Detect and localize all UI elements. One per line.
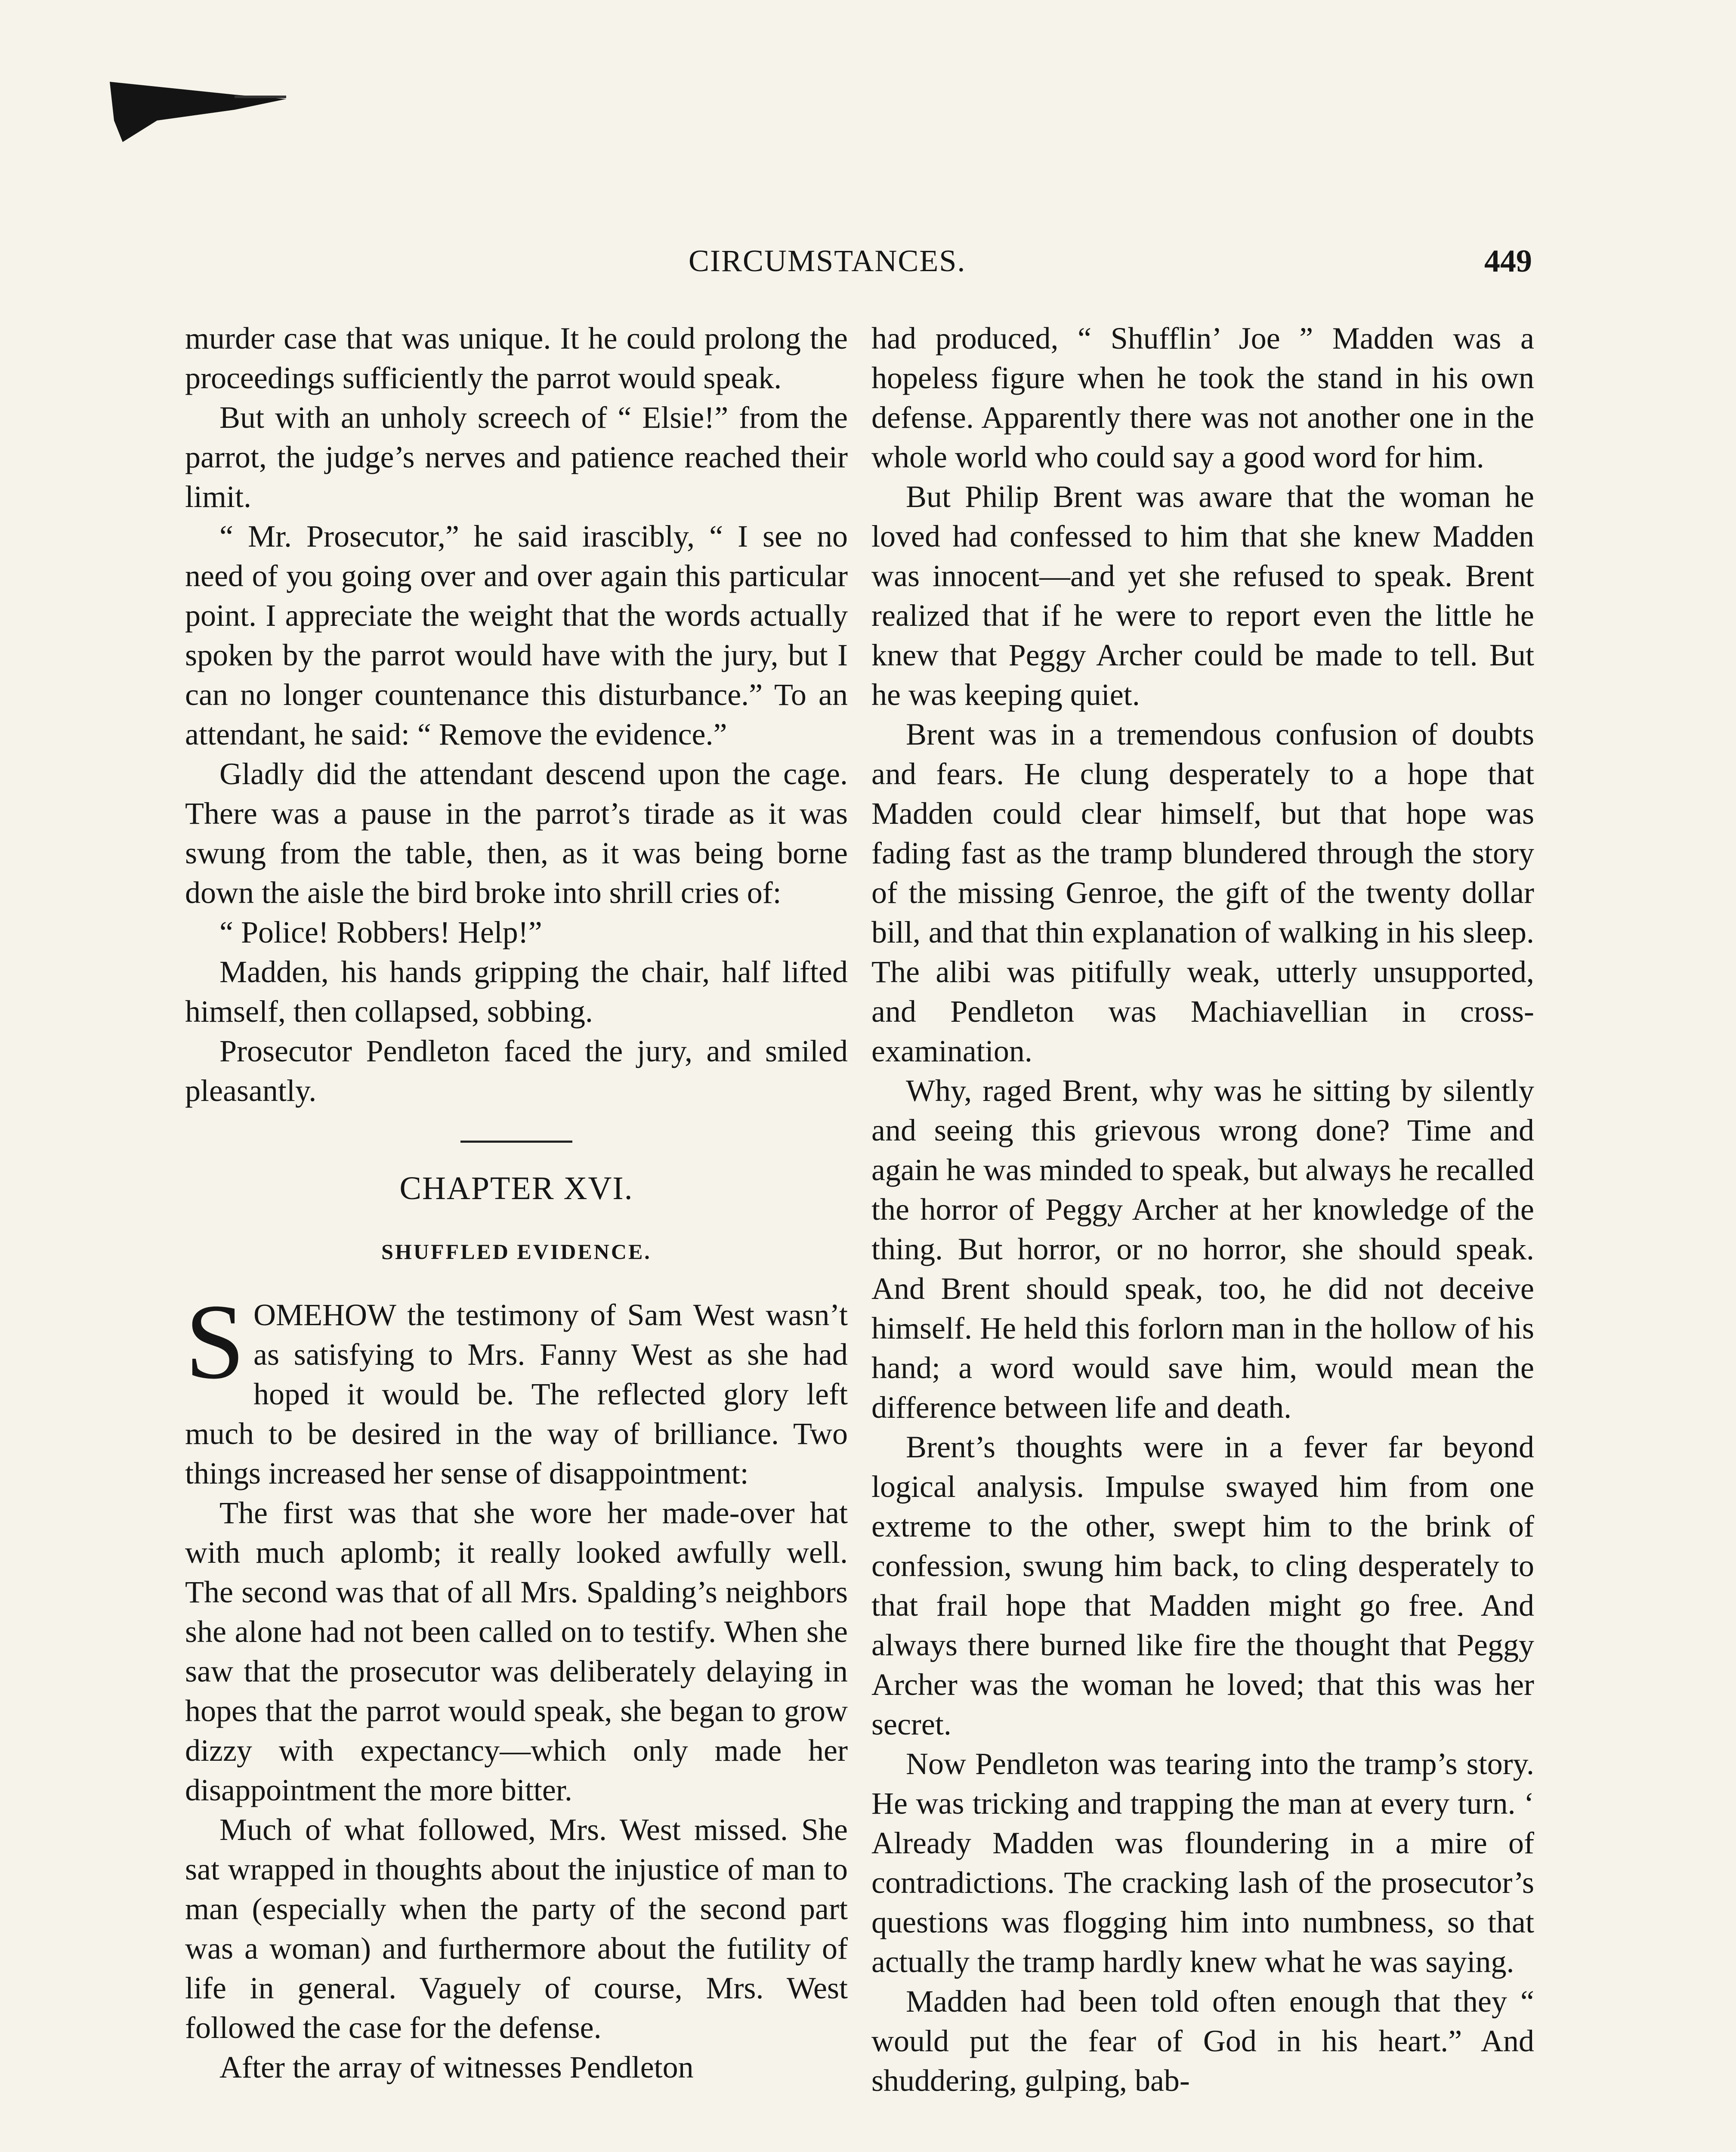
paragraph: But Philip Brent was aware that the woman he loved had confessed to him that she knew Madden was innocent—and yet she refused to speak. Brent realized that if he were to report even the little he knew that Peggy Archer could be made to tell. But he was keeping quiet. [871, 479, 1534, 712]
running-head-title: CIRCUMSTANCES. [689, 244, 966, 278]
paragraph: “ Police! Robbers! Help!” [219, 915, 542, 949]
page-number: 449 [1484, 244, 1532, 279]
left-column [185, 318, 848, 2087]
paragraph: Why, raged Brent, why was he sitting by silently and seeing this grievous wrong done? Time and again he was minded to speak, but always he recalled the horror of Peggy Archer at her knowledge of the thing. But horror, or no horror, she should speak. And Brent should speak, too, he did not deceive himself. He held this forlorn man in the hollow of his hand; a word would save him, would mean the difference between life and death. [871, 1073, 1534, 1425]
paragraph: Madden had been told often enough that they “ would put the fear of God in his heart.” And shuddering, gulping, bab- [871, 1984, 1534, 2098]
right-column [871, 318, 1534, 2100]
paragraph: Prosecutor Pendleton faced the jury, and smiled pleasantly. [185, 1034, 848, 1108]
opening-text: OMEHOW the testimony of Sam West wasn’t as satisfying to Mrs. Fanny West as she had hoped it would be. The reflected glory left much to be desired in the way of brilliance. Two things increased her sense of disappointment: [185, 1298, 848, 1490]
paragraph: The first was that she wore her made-over hat with much aplomb; it really looked awfully well. The second was that of all Mrs. Spalding’s neighbors she alone had not been called on to testify. When she saw that the prosecutor was deliberately delaying in hopes that the parrot would speak, she began to grow dizzy with expectancy—which only made her disappointment the more bitter. [185, 1496, 848, 1807]
paragraph: Gladly did the attendant descend upon the cage. There was a pause in the parrot’s tirade as it was swung from the table, then, as it was being borne down the aisle the bird broke into shrill cries of: [185, 757, 848, 910]
paragraph: “ Mr. Prosecutor,” he said irascibly, “ I see no need of you going over and over again this particular point. I appreciate the weight that the words actually spoken by the parrot would have with the jury, but I can no longer countenance this disturbance.” To an attendant, he said: “ Remove the evidence.” [185, 519, 848, 751]
ink-smudge [105, 69, 286, 155]
paragraph: Brent was in a tremendous confusion of doubts and fears. He clung desperately to a hope that Madden could clear himself, but that hope was fading fast as the tramp blundered through the story of the missing Genroe, the gift of the twenty dollar bill, and that thin explanation of walking in his sleep. The alibi was pitifully weak, utterly unsupported, and Pendleton was Machiavellian in cross-examination. [871, 717, 1534, 1068]
chapter-opening-paragraph [185, 1282, 848, 1493]
chapter-title: CHAPTER XVI. [399, 1170, 633, 1206]
running-head [689, 243, 1532, 291]
paragraph: But with an unholy screech of “ Elsie!” from the parrot, the judge’s nerves and patience reached their limit. [185, 400, 848, 514]
drop-cap: S [185, 1282, 245, 1401]
paragraph: After the array of witnesses Pendleton [219, 2050, 694, 2084]
paragraph: Brent’s thoughts were in a fever far beyond logical analysis. Impulse swayed him from one extreme to the other, swept him to the brink of confession, swung him back, to cling desperately to that frail hope that Madden might go free. And always there burned like fire the thought that Peggy Archer was the woman he loved; that this was her secret. [871, 1430, 1534, 1741]
paragraph: Madden, his hands gripping the chair, half lifted himself, then collapsed, sobbing. [185, 955, 848, 1029]
paragraph: Now Pendleton was tearing into the tramp’s story. He was tricking and trapping the man at every turn. ‘ Already Madden was floundering in a mire of contradictions. The cracking lash of the prosecutor’s questions was flogging him into numbness, so that actually the tramp hardly knew what he was saying. [871, 1747, 1534, 1979]
paragraph: had produced, “ Shufflin’ Joe ” Madden was a hopeless figure when he took the stand in his own defense. Apparently there was not another one in the whole world who could say a good word for him. [871, 321, 1534, 474]
section-divider [460, 1141, 572, 1143]
paragraph: murder case that was unique. It he could prolong the proceedings sufficiently the parrot would speak. [185, 321, 848, 395]
chapter-subtitle: SHUFFLED EVIDENCE. [381, 1240, 652, 1264]
paragraph: Much of what followed, Mrs. West missed. She sat wrapped in thoughts about the injustice of man to man (especially when the party of the second part was a woman) and furthermore about the futility of life in general. Vaguely of course, Mrs. West followed the case for the defense. [185, 1812, 848, 2045]
